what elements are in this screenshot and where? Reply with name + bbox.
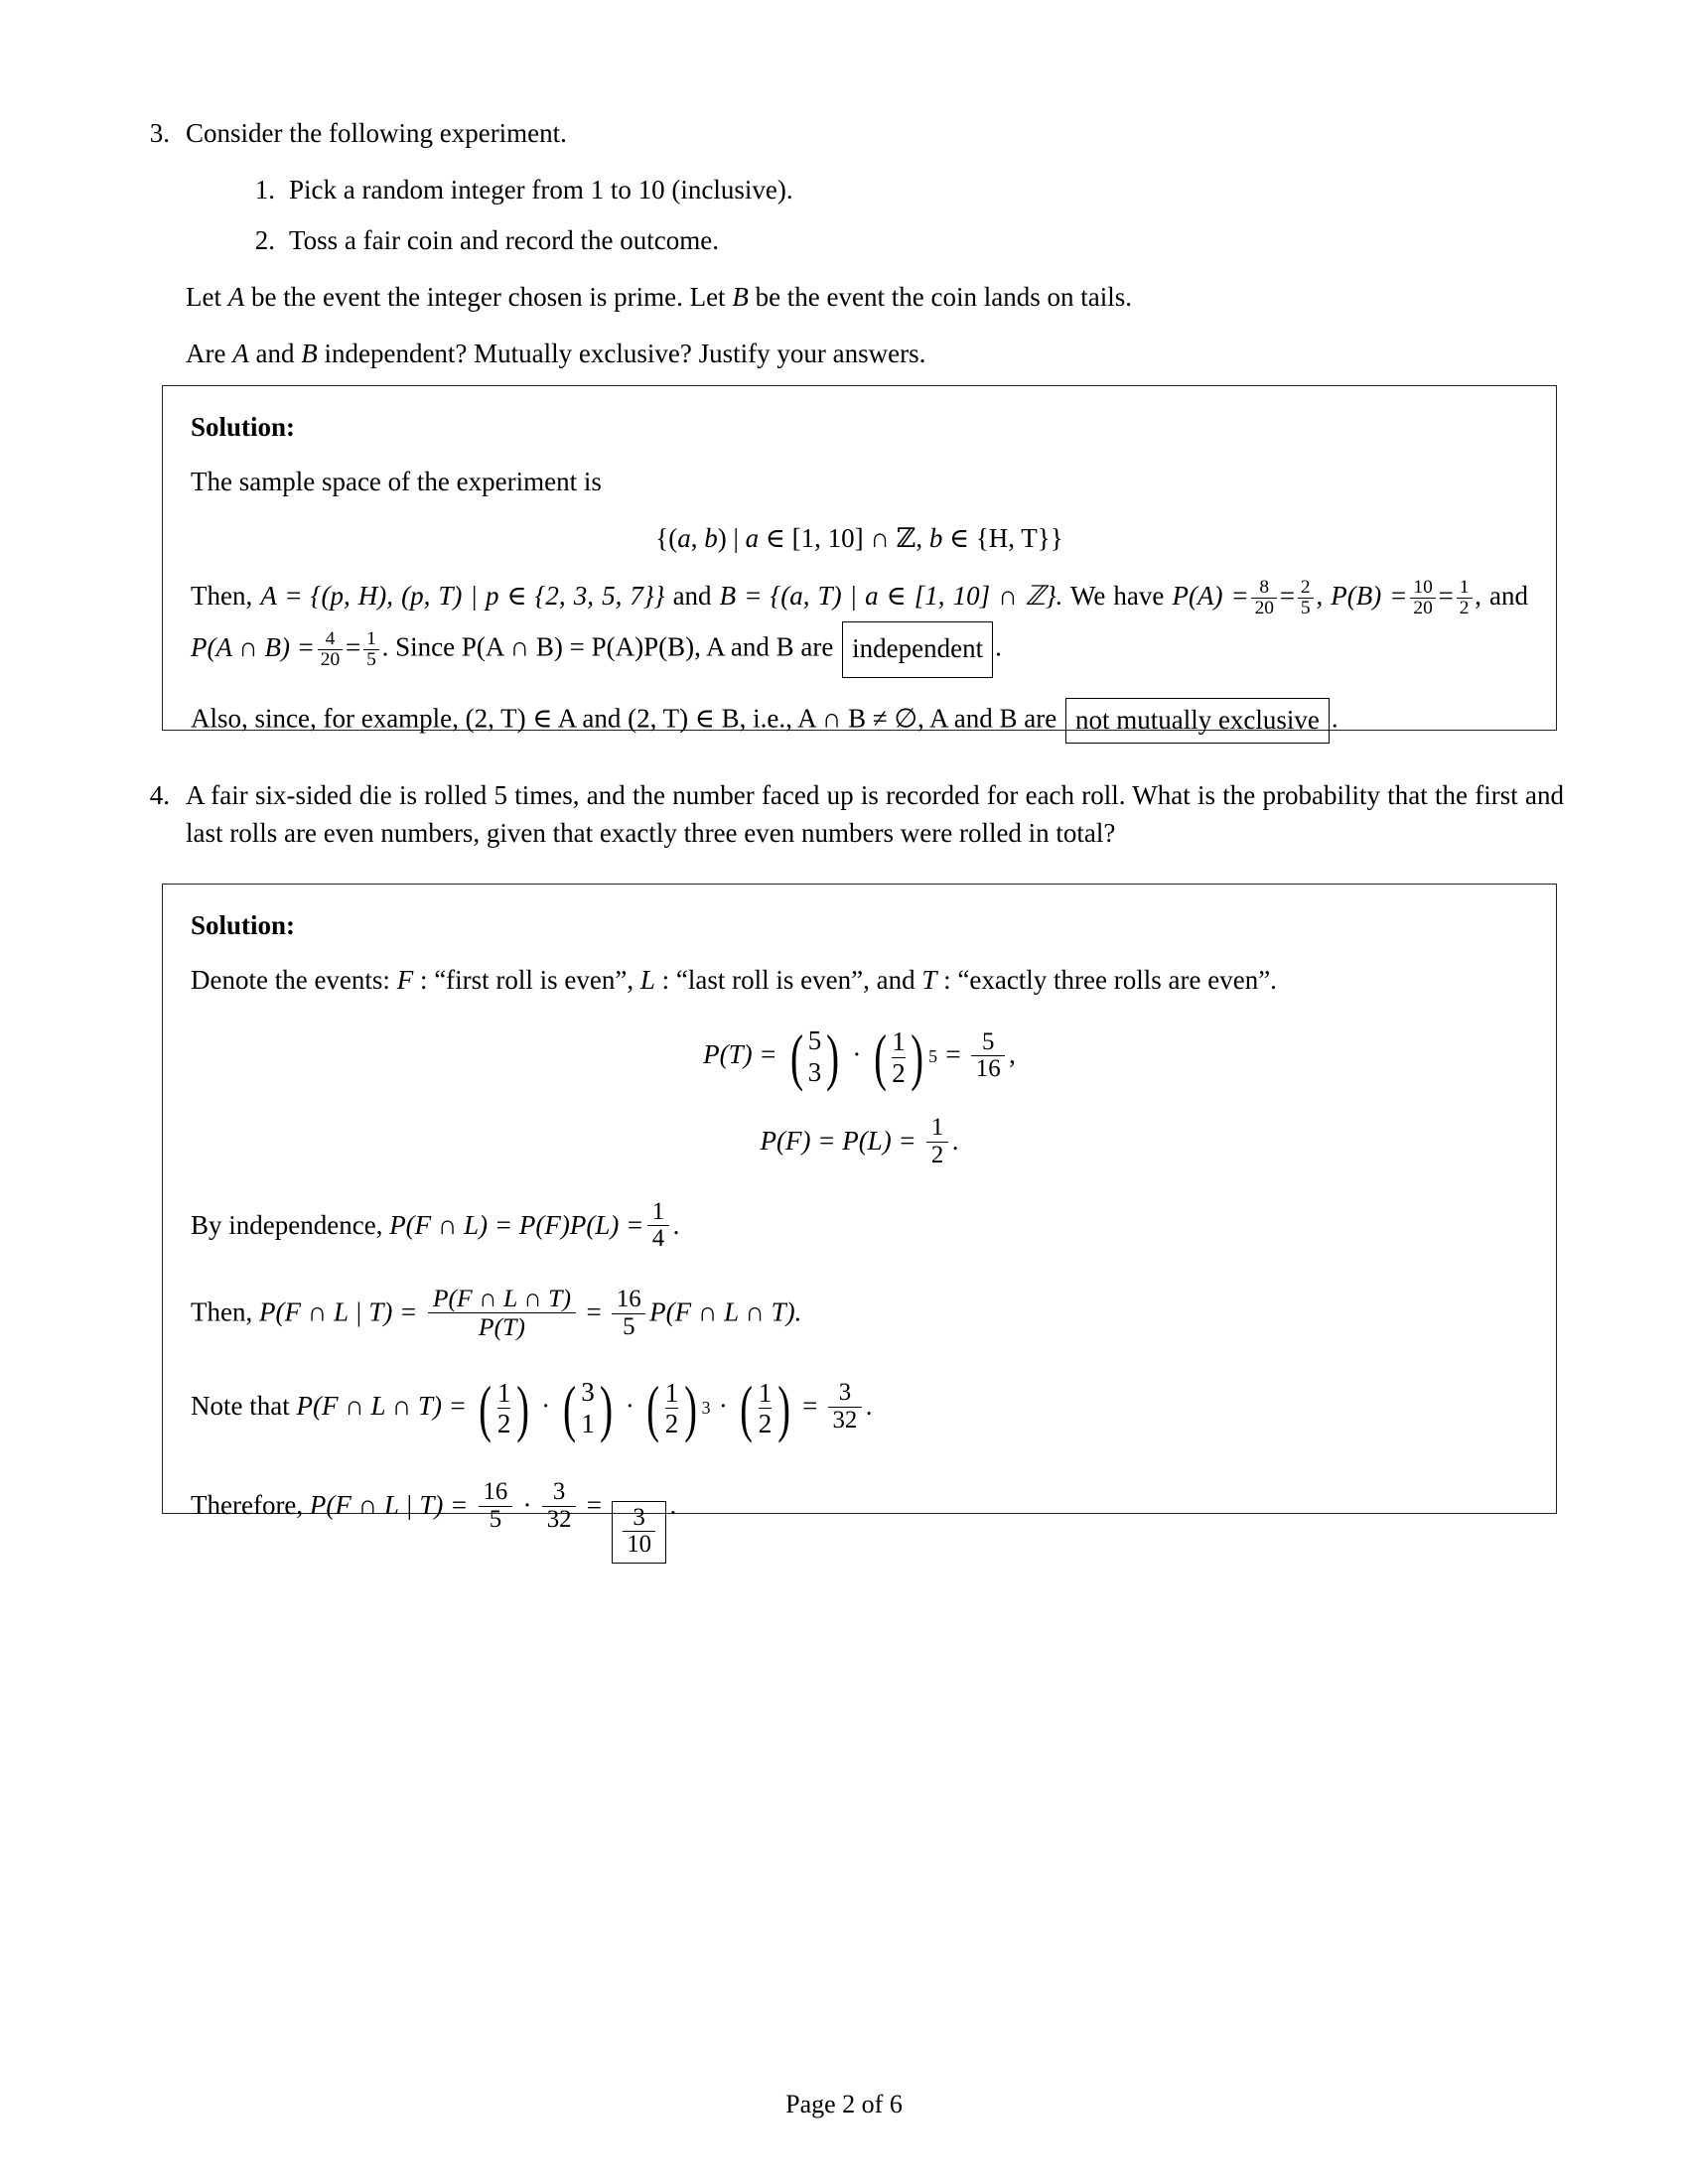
left-paren: ( xyxy=(646,1372,660,1443)
fraction-4-20: $\frac{4}{20}$ xyxy=(318,629,344,671)
left-paren: ( xyxy=(563,1372,577,1443)
solution-3-intro: The sample space of the experiment is xyxy=(191,467,602,497)
equals-sign: = xyxy=(586,1297,602,1327)
event-F-description: : “first roll is even”, xyxy=(413,965,640,996)
independence-expression: P(F ∩ L) = P(F)P(L) = xyxy=(389,1209,644,1240)
step-2-label: 2. xyxy=(254,224,275,255)
probability-A: P(A) = $\frac{8}{20}$ = $\frac{2}{5}$ , xyxy=(1172,576,1324,619)
sample-space-display xyxy=(191,519,1528,558)
question-text-b: and xyxy=(248,338,302,368)
note-prefix: Note that xyxy=(191,1390,297,1421)
trailing-period: . xyxy=(669,1490,677,1521)
left-paren: ( xyxy=(789,1022,803,1093)
set-B-definition: B = {(a, T) | a ∈ [1, 10] ∩ ℤ}. xyxy=(719,581,1063,612)
probability-A-intersect-B: P(A ∩ B) = $\frac{4}{20}$ = $\frac{1}{5}$ xyxy=(191,632,382,662)
fraction-10-20: $\frac{10}{20}$ xyxy=(1410,578,1436,619)
right-paren: ) xyxy=(826,1022,840,1093)
problem-3-steps xyxy=(239,170,1574,260)
answer-box-independent: independent xyxy=(842,621,993,678)
step-1-text: Pick a random integer from 1 to 10 (inclusive). xyxy=(289,175,793,205)
multiplication-dot-3: · xyxy=(718,1390,728,1421)
fraction-8-20: $\frac{8}{20}$ xyxy=(1251,578,1277,619)
question-text-a: Are xyxy=(186,338,233,368)
multiplication-dot-2: · xyxy=(625,1390,634,1421)
exponent: 5 xyxy=(928,1046,938,1067)
period-2: . xyxy=(1331,703,1338,734)
list-item xyxy=(239,170,1574,210)
trailing-period: . xyxy=(672,1209,680,1240)
then-word: Then, xyxy=(191,581,253,612)
right-paren: ) xyxy=(599,1372,613,1443)
then-tail: P(F ∩ L ∩ T). xyxy=(649,1297,802,1327)
probability-B: P(B) = $\frac{10}{20}$ = $\frac{1}{2}$ xyxy=(1331,581,1475,611)
right-paren: ) xyxy=(776,1372,790,1443)
event-A-symbol: A xyxy=(227,282,245,313)
binom-bottom: 1 xyxy=(581,1408,595,1438)
base-denominator: 2 xyxy=(892,1057,906,1088)
problem-3-setup xyxy=(186,278,1574,316)
question-text-c: independent? Mutually exclusive? Justify your answers. xyxy=(317,338,926,368)
left-paren: ( xyxy=(479,1372,492,1443)
fraction-2-5: $\frac{2}{5}$ xyxy=(1298,578,1314,619)
event-L-description: : “last roll is even”, and xyxy=(654,965,922,996)
half-to-the-fifth xyxy=(870,1022,938,1093)
since-clause: . Since P(A ∩ B) = P(A)P(B), A and B are xyxy=(381,632,834,663)
step-2-text: Toss a fair coin and record the outcome. xyxy=(289,224,719,255)
right-paren: ) xyxy=(911,1022,923,1093)
solution-box-problem-3 xyxy=(162,385,1557,736)
we-have-word: We have xyxy=(1070,581,1165,612)
fraction-1-2: $\frac{1}{2}$ xyxy=(926,1115,947,1169)
denote-events-line xyxy=(191,961,1528,1000)
note-lhs: P(F ∩ L ∩ T) = xyxy=(296,1390,467,1421)
period-1: . xyxy=(995,632,1002,663)
problem-4-statement: A fair six-sided die is rolled 5 times, and the number faced up is recorded for each roll. What is the probability that the first and last rolls are even numbers, given that exactly three even numbers were rolled in total? xyxy=(186,780,1564,849)
binomial-5-choose-3 xyxy=(786,1022,844,1093)
solution-3-derivation xyxy=(191,572,1528,678)
list-item xyxy=(239,220,1574,261)
and-word: and xyxy=(672,581,712,612)
solution-3-title: Solution: xyxy=(191,412,296,442)
set-A-definition: A = {(p, H), (p, T) | p ∈ {2, 3, 5, 7}} xyxy=(260,581,665,612)
fraction-1-4: $\frac{1}{4}$ xyxy=(647,1199,668,1254)
multiplication-dot: · xyxy=(852,1039,862,1070)
fraction-16-5: $\frac{16}{5}$ xyxy=(479,1479,512,1534)
event-L-symbol: L xyxy=(639,965,655,996)
then-prefix: Then, xyxy=(191,1297,259,1327)
event-T-symbol: T xyxy=(921,965,937,996)
binom-top: 5 xyxy=(807,1025,822,1056)
right-paren: ) xyxy=(515,1372,529,1443)
problem-3-question xyxy=(186,335,1574,372)
binomial-3-choose-1 xyxy=(559,1372,617,1443)
denote-prefix: Denote the events: xyxy=(191,965,397,996)
event-B-symbol: B xyxy=(732,282,749,313)
independence-prefix: By independence, xyxy=(191,1209,390,1240)
fraction-1-2: $\frac{1}{2}$ xyxy=(1457,578,1473,619)
sample-space-expression: {(a, b) | a ∈ [1, 10] ∩ ℤ, b ∈ {H, T}} xyxy=(655,523,1063,554)
trailing-comma: , xyxy=(1009,1039,1016,1070)
event-F-symbol: F xyxy=(396,965,414,996)
fraction-1-2-paren-a: ( $\frac{1}{2}$ ) xyxy=(479,1372,529,1443)
therefore-prefix: Therefore, xyxy=(191,1490,310,1521)
question-B-symbol: B xyxy=(301,338,318,368)
fraction-1-2-cubed: ( $\frac{1}{2}$ ) 3 xyxy=(646,1372,711,1443)
PT-lhs: P(T) = xyxy=(703,1039,777,1070)
fraction-joint-over-PT: $\frac{P(F \cap L \cap T)}{P(T)}$ xyxy=(428,1285,575,1340)
solution-3-conclusion xyxy=(191,698,1528,744)
and-word-2: , and xyxy=(1475,581,1529,612)
solution-4-title: Solution: xyxy=(191,910,296,940)
question-A-symbol: A xyxy=(232,338,249,368)
left-paren: ( xyxy=(740,1372,754,1443)
multiplication-dot: · xyxy=(522,1490,532,1521)
independence-line xyxy=(191,1199,1528,1254)
then-line xyxy=(191,1285,1528,1340)
fraction-1-2-paren-b: ( $\frac{1}{2}$ ) xyxy=(740,1372,790,1443)
page-footer: Page 2 of 6 xyxy=(785,2090,903,2118)
also-clause: Also, since, for example, (2, T) ∈ A and (2, T) ∈ B, i.e., A ∩ B ≠ ∅, A and B are xyxy=(191,703,1057,734)
fraction-3-32: $\frac{3}{32}$ xyxy=(828,1380,862,1434)
multiplication-dot-1: · xyxy=(541,1390,551,1421)
problem-3-statement: Consider the following experiment. xyxy=(186,118,567,148)
conditional-lhs: P(F ∩ L | T) = xyxy=(258,1297,418,1327)
PF-PL-lhs: P(F) = P(L) = xyxy=(760,1125,916,1156)
exponent: 3 xyxy=(701,1397,711,1418)
answer-box-not-mutually-exclusive: not mutually exclusive xyxy=(1065,698,1330,744)
setup-text-c: be the event the coin lands on tails. xyxy=(748,282,1132,313)
problem-4 xyxy=(124,776,1564,853)
trailing-period: . xyxy=(951,1125,959,1156)
step-1-label: 1. xyxy=(254,175,275,205)
final-answer-box xyxy=(612,1501,667,1565)
problem-3-number: 3. xyxy=(149,118,170,148)
binom-top: 3 xyxy=(581,1376,595,1407)
solution-box-problem-4 xyxy=(162,884,1557,1559)
equation-PF-PL xyxy=(191,1115,1528,1169)
problem-3 xyxy=(124,114,1574,372)
fraction-3-32: $\frac{3}{32}$ xyxy=(542,1479,576,1534)
equals-sign: = xyxy=(802,1390,818,1421)
equals-sign: = xyxy=(586,1490,602,1521)
fraction-3-10: $\frac{3}{10}$ xyxy=(623,1505,656,1560)
binom-bottom: 3 xyxy=(807,1057,822,1088)
setup-text-b: be the event the integer chosen is prime. Let xyxy=(244,282,733,313)
problem-4-number: 4. xyxy=(149,780,170,810)
fraction-16-5: $\frac{16}{5}$ xyxy=(612,1287,645,1341)
therefore-lhs: P(F ∩ L | T) = xyxy=(309,1490,469,1521)
equation-PT xyxy=(191,1022,1528,1093)
fraction-1-5: $\frac{1}{5}$ xyxy=(363,629,379,671)
therefore-line xyxy=(191,1479,1528,1564)
note-line xyxy=(191,1372,1528,1443)
fraction-5-16: $\frac{5}{16}$ xyxy=(971,1029,1005,1084)
event-T-description: : “exactly three rolls are even”. xyxy=(936,965,1277,996)
left-paren: ( xyxy=(873,1022,887,1093)
trailing-period: . xyxy=(865,1390,873,1421)
setup-text-a: Let xyxy=(186,282,228,313)
equals-sign: = xyxy=(945,1039,961,1070)
base-numerator: 1 xyxy=(892,1026,906,1057)
right-paren: ) xyxy=(683,1372,697,1443)
